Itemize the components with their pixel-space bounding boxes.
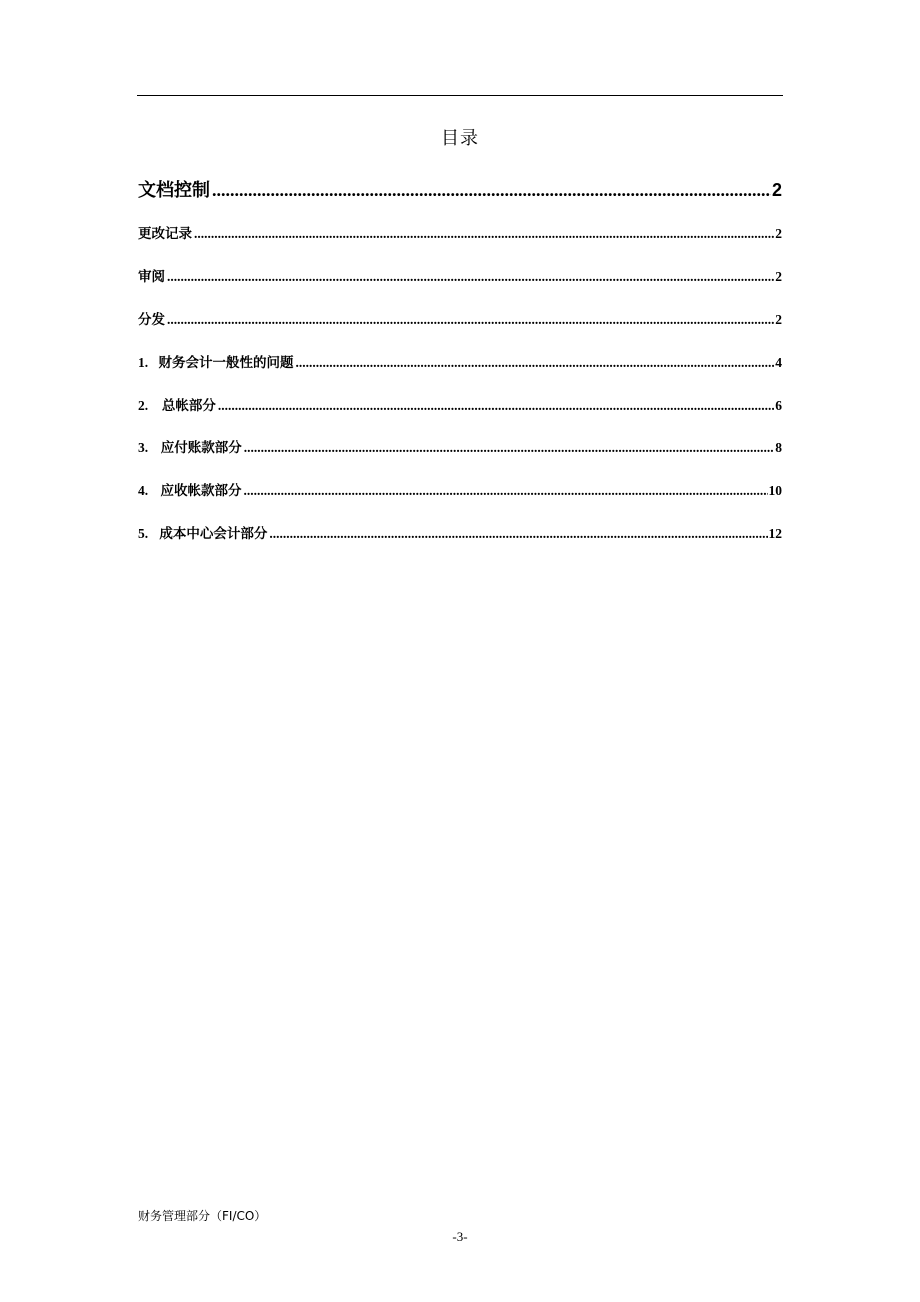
toc-entry-label: 应付账款部分 (160, 440, 242, 456)
toc-entry-number: 4. (138, 483, 149, 498)
toc-title: 目录 (441, 128, 479, 149)
toc-entry-page: 2 (771, 180, 782, 200)
toc-leader-dots (194, 226, 774, 242)
toc-leader-dots (244, 440, 775, 456)
toc-entry-change-log[interactable] (138, 222, 782, 242)
toc-entry-distribution[interactable] (138, 308, 782, 328)
toc-entry-label: 审阅 (138, 269, 165, 285)
toc-entry-label: 文档控制 (138, 180, 210, 201)
toc-entry-number: 1. (138, 355, 149, 370)
toc-entry-page: 2 (775, 269, 782, 284)
toc-entry-label: 成本中心会计部分 (159, 526, 268, 542)
toc-leader-dots (218, 398, 774, 414)
toc-entry-document-control[interactable] (138, 176, 782, 202)
toc-entry-section-5[interactable] (138, 522, 782, 542)
toc-entry-number: 5. (138, 526, 149, 541)
toc-entry-section-1[interactable] (138, 351, 782, 371)
toc-entry-label: 更改记录 (138, 226, 192, 242)
header-rule (137, 95, 783, 96)
toc-leader-dots (269, 526, 767, 542)
toc-entry-label: 总帐部分 (161, 398, 216, 414)
toc-leader-dots (167, 312, 774, 328)
toc-leader-dots (212, 180, 771, 201)
toc-entry-page: 2 (775, 312, 782, 327)
footer-text: 财务管理部分（FI/CO） (138, 1209, 267, 1223)
toc-entry-section-4[interactable] (138, 479, 782, 499)
toc-leader-dots (296, 355, 775, 371)
toc-entry-label: 分发 (138, 312, 165, 328)
toc-entry-page: 6 (775, 398, 782, 413)
toc-leader-dots (167, 269, 774, 285)
toc-entry-page: 12 (768, 526, 782, 541)
toc-entry-section-2[interactable] (138, 394, 782, 414)
toc-entry-label: 财务会计一般性的问题 (158, 355, 294, 371)
toc-entry-number: 2. (138, 398, 149, 413)
toc-entry-page: 8 (775, 440, 782, 455)
toc-leader-dots (243, 483, 767, 499)
toc-entry-section-3[interactable] (138, 436, 782, 456)
toc-entry-review[interactable] (138, 265, 782, 285)
toc-entry-page: 4 (775, 355, 782, 370)
page-number: -3- (452, 1229, 468, 1244)
toc-entry-label: 应收帐款部分 (160, 483, 242, 499)
toc-entry-number: 3. (138, 440, 149, 455)
toc-entry-page: 2 (775, 226, 782, 241)
toc-entry-page: 10 (768, 483, 782, 498)
